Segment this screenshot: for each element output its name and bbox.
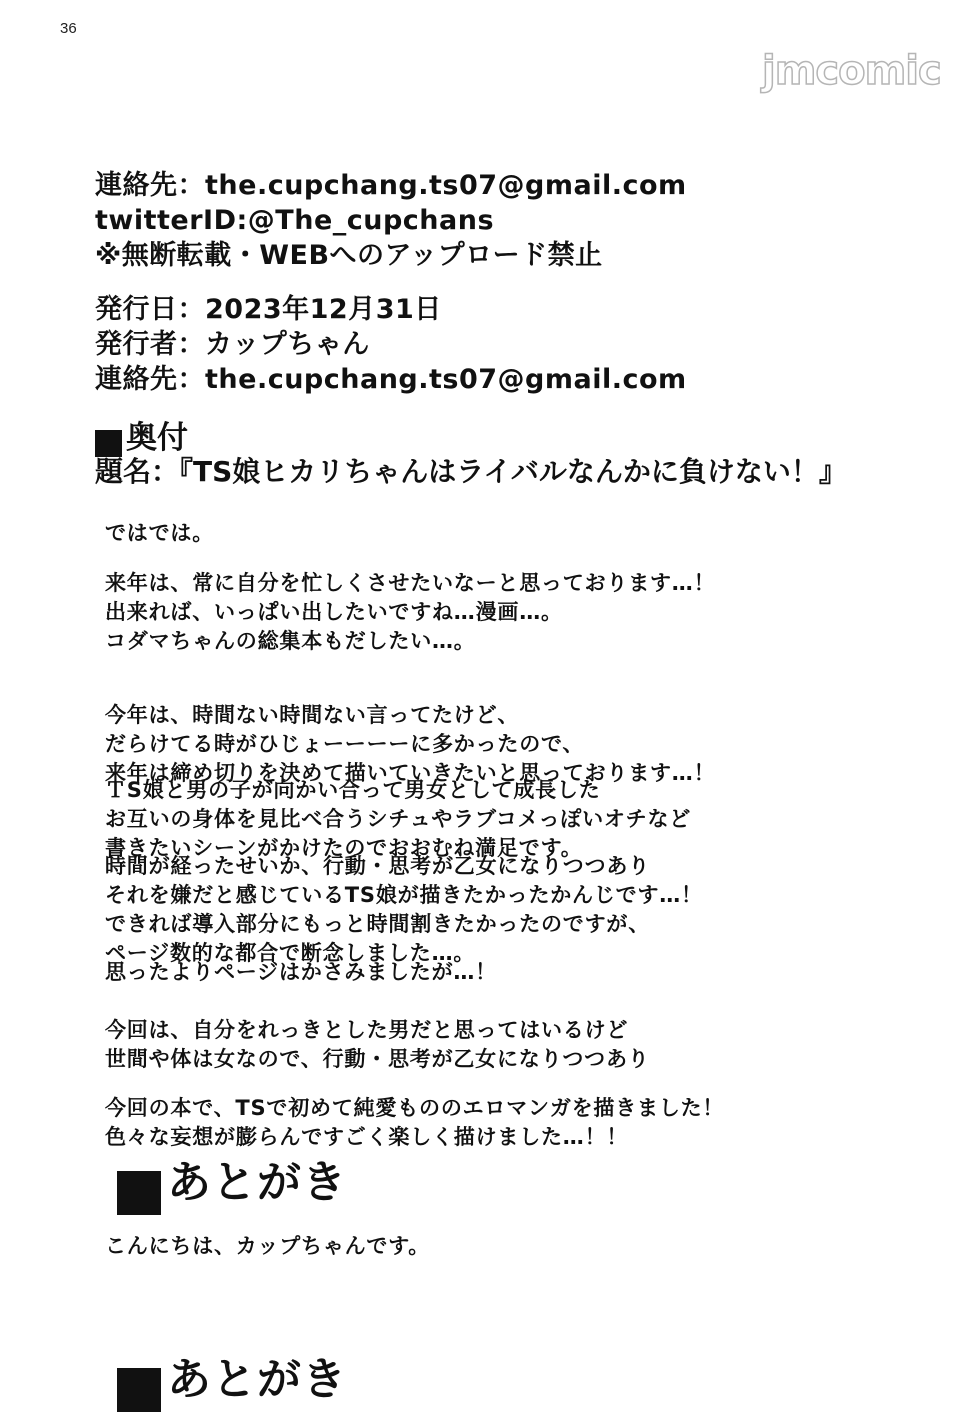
publish-date: 発行日：2023年12月31日 xyxy=(95,294,442,325)
text-line: 来年は、常に自分を忙しくさせたいなーと思っております…！ xyxy=(105,571,716,595)
afterword-block-3 xyxy=(105,776,805,862)
text-line: 今回は、自分をれっきとした男だと思ってはいるけど xyxy=(105,1018,629,1042)
twitter-id: twitterID:@The_cupchans xyxy=(95,205,495,236)
page-number: 36 xyxy=(60,20,77,37)
repost-notice: ※無断転載・WEBへのアップロード禁止 xyxy=(95,240,603,271)
colophon-main xyxy=(95,292,795,395)
afterword-block-6 xyxy=(105,1016,805,1071)
square-bullet-icon xyxy=(117,1171,161,1215)
text-line: お互いの身体を見比べ合うシチュやラブコメっぽいオチなど xyxy=(105,807,692,831)
atogaki-heading xyxy=(117,1146,347,1215)
text-line: だらけてる時がひじょーーーーに多かったので、 xyxy=(105,732,585,756)
text-line: 書きたいシーンがかけたのでおおむね満足です。 xyxy=(105,836,583,860)
afterword-block-2 xyxy=(105,701,805,785)
contact-line-cut: 連絡先：the.cupchang.ts07@gmail.com xyxy=(95,170,687,201)
text-line: 今回の本で、TSで初めて純愛もののエロマンガを描きました！ xyxy=(105,1096,725,1120)
afterword-block-4 xyxy=(105,854,805,965)
text-line: 世間や体は女なので、行動・思考が乙女になりつつあり xyxy=(105,1047,650,1071)
text-line: 来年は締め切りを決めて描いていきたいと思っております…！ xyxy=(105,761,716,785)
contact-line-cut: 連絡先：the.cupchang.ts07@gmail.com xyxy=(95,364,687,395)
watermark-logo: jmcomic xyxy=(762,48,941,94)
bottom-heading-fragment xyxy=(117,1343,477,1405)
text-line: できれば導入部分にもっと時間割きたかったのですが、 xyxy=(105,912,650,936)
text-line: 時間が経ったせいか、行動・思考が乙女になりつつあり xyxy=(105,854,650,878)
text-line: コダマちゃんの総集本もだしたい…。 xyxy=(105,629,476,653)
afterword-block-5: 思ったよりページはかさみましたが…！ xyxy=(105,960,497,984)
text-line: 出来れば、いっぱい出したいですね…漫画…。 xyxy=(105,600,563,624)
text-line: 色々な妄想が膨らんですごく楽しく描けました…！！ xyxy=(105,1125,629,1149)
bottom-heading-text: あとがき xyxy=(167,1354,347,1405)
publisher: 発行者：カップちゃん xyxy=(95,329,370,360)
okuduke-heading-text: 奥付 xyxy=(126,420,188,456)
afterword-greeting xyxy=(105,1232,805,1258)
colophon-top-fragment xyxy=(95,170,795,285)
afterword-block-1 xyxy=(105,571,805,663)
afterword-dewadewa: ではでは。 xyxy=(105,521,214,545)
text-line: ページ数的な都合で断念しました…。 xyxy=(105,941,476,965)
atogaki-heading-text: あとがき xyxy=(167,1157,347,1208)
text-line: ＴS娘と男の子が向かい合って男女として成長した xyxy=(105,778,601,802)
book-title: 題名：『TS娘ヒカリちゃんはライバルなんかに負けない！』 xyxy=(95,455,847,488)
square-bullet-icon xyxy=(117,1368,161,1412)
text-line: 今年は、時間ない時間ない言ってたけど、 xyxy=(105,703,520,727)
afterword-block-7 xyxy=(105,1094,724,1152)
text-line: それを嫌だと感じているTS娘が描きたかったかんじです…！ xyxy=(105,883,703,907)
text-line: こんにちは、カップちゃんです。 xyxy=(105,1234,431,1258)
